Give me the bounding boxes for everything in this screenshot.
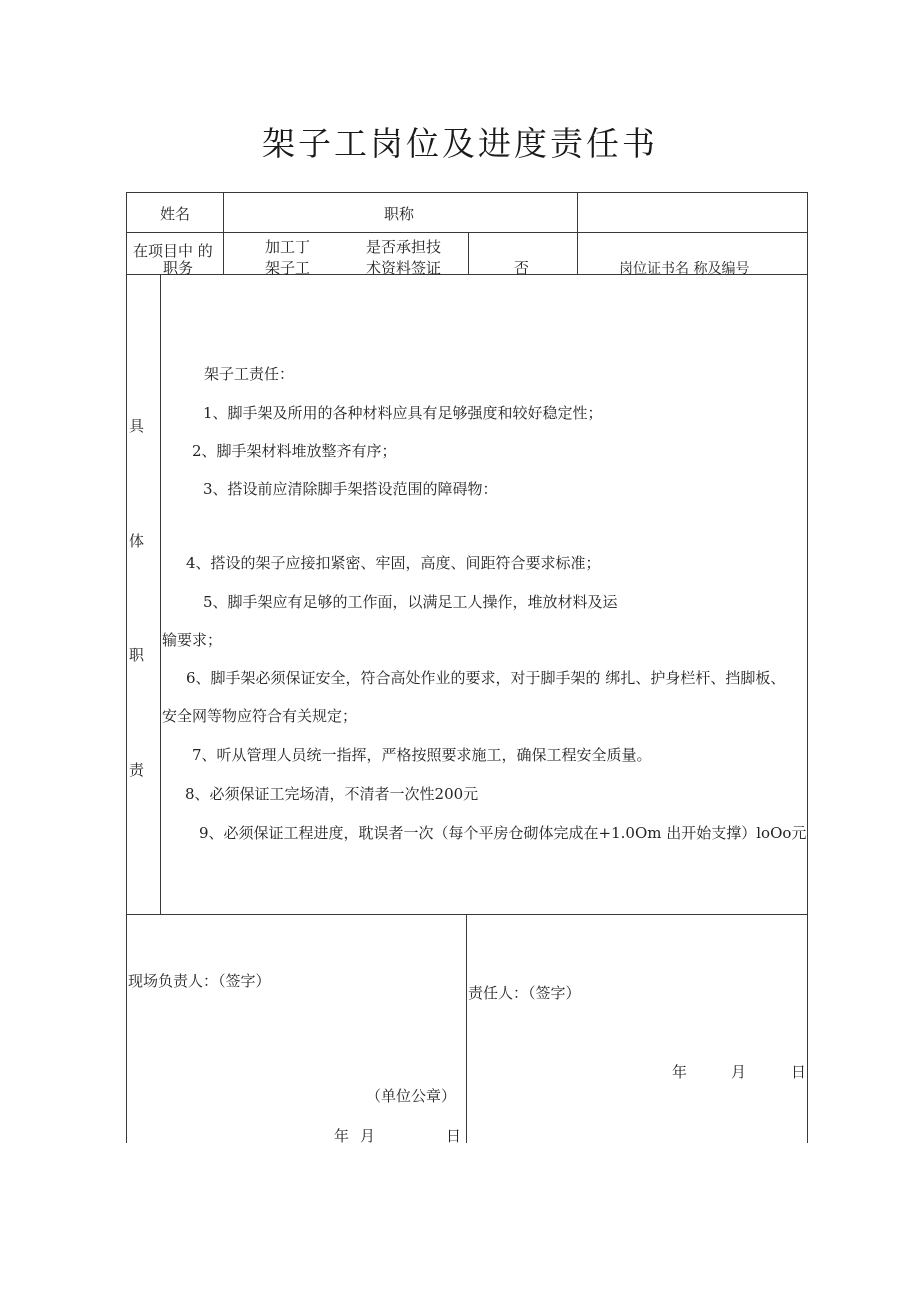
table-right-border (807, 192, 808, 1143)
right-date-day: 日 (791, 1063, 807, 1081)
duties-side-label-char: 体 (129, 532, 145, 550)
left-date-month: 月 (360, 1127, 376, 1145)
duties-side-label-char: 具 (129, 417, 145, 435)
table-top-border (126, 192, 808, 193)
duties-side-label-char: 责 (129, 761, 145, 779)
right-date-year: 年 (672, 1063, 688, 1081)
duty-item: 6、脚手架必须保证安全，符合高处作业的要求，对于脚手架的 绑扎、护身栏杆、挡脚板、 (186, 669, 786, 687)
unit-seal-label: （单位公章） (366, 1087, 457, 1105)
document-title: 架子工岗位及进度责任书 (262, 124, 658, 163)
role-value-line2: 架子工 (265, 259, 311, 277)
duty-item: 7、听从管理人员统一指挥，严格按照要求施工，确保工程安全质量。 (192, 746, 652, 764)
role-value-line1: 加工丁 (265, 238, 311, 256)
left-date-year: 年 (334, 1127, 350, 1145)
tech-sign-label-line2: 术资料签证 (366, 259, 442, 277)
duty-item: 3、搭设前应清除脚手架搭设范围的障碍物： (203, 480, 498, 498)
right-date-month: 月 (731, 1063, 747, 1081)
responsible-person-signature-label: 责任人：（签字） (468, 984, 581, 1002)
left-date-day: 日 (446, 1127, 462, 1145)
site-manager-signature-label: 现场负责人：（签字） (128, 972, 271, 990)
duty-item: 2、脚手架材料堆放整齐有序； (192, 442, 397, 460)
duty-item: 9、必须保证工程进度，耽误者一次（每个平房仓砌体完成在+1.0Om 出开始支撑）loOo元 (199, 824, 807, 842)
table-col-divider (223, 192, 224, 274)
duty-item: 4、搭设的架子应接扣紧密、牢固，高度、间距符合要求标准； (186, 554, 601, 572)
duties-side-label-char: 职 (129, 646, 145, 664)
duty-item: 5、脚手架应有足够的工作面，以满足工人操作，堆放材料及运 (203, 593, 618, 611)
table-col-divider (468, 232, 469, 274)
cert-label: 岗位证书名 称及编号 (619, 261, 750, 277)
duties-heading: 架子工责任： (204, 365, 295, 383)
table-col-divider (160, 274, 161, 914)
tech-sign-value: 否 (514, 259, 530, 277)
duty-item-continuation: 输要求； (162, 631, 223, 649)
title-label: 职称 (384, 205, 415, 223)
duty-item: 1、脚手架及所用的各种材料应具有足够强度和较好稳定性； (203, 404, 603, 422)
role-label-line2: 职务 (163, 259, 194, 277)
tech-sign-label-line1: 是否承担技 (366, 238, 442, 256)
table-col-divider (466, 914, 467, 1143)
name-label: 姓名 (160, 205, 191, 223)
role-label-line1: 在项目中 的 (133, 242, 213, 260)
duty-item-continuation: 安全网等物应符合有关规定； (162, 707, 358, 725)
duty-item: 8、必须保证工完场清，不清者一次性200元 (185, 785, 479, 803)
table-row-divider (126, 232, 808, 233)
table-row-divider (126, 914, 808, 915)
table-col-divider (577, 192, 578, 274)
table-left-border (126, 192, 127, 1143)
